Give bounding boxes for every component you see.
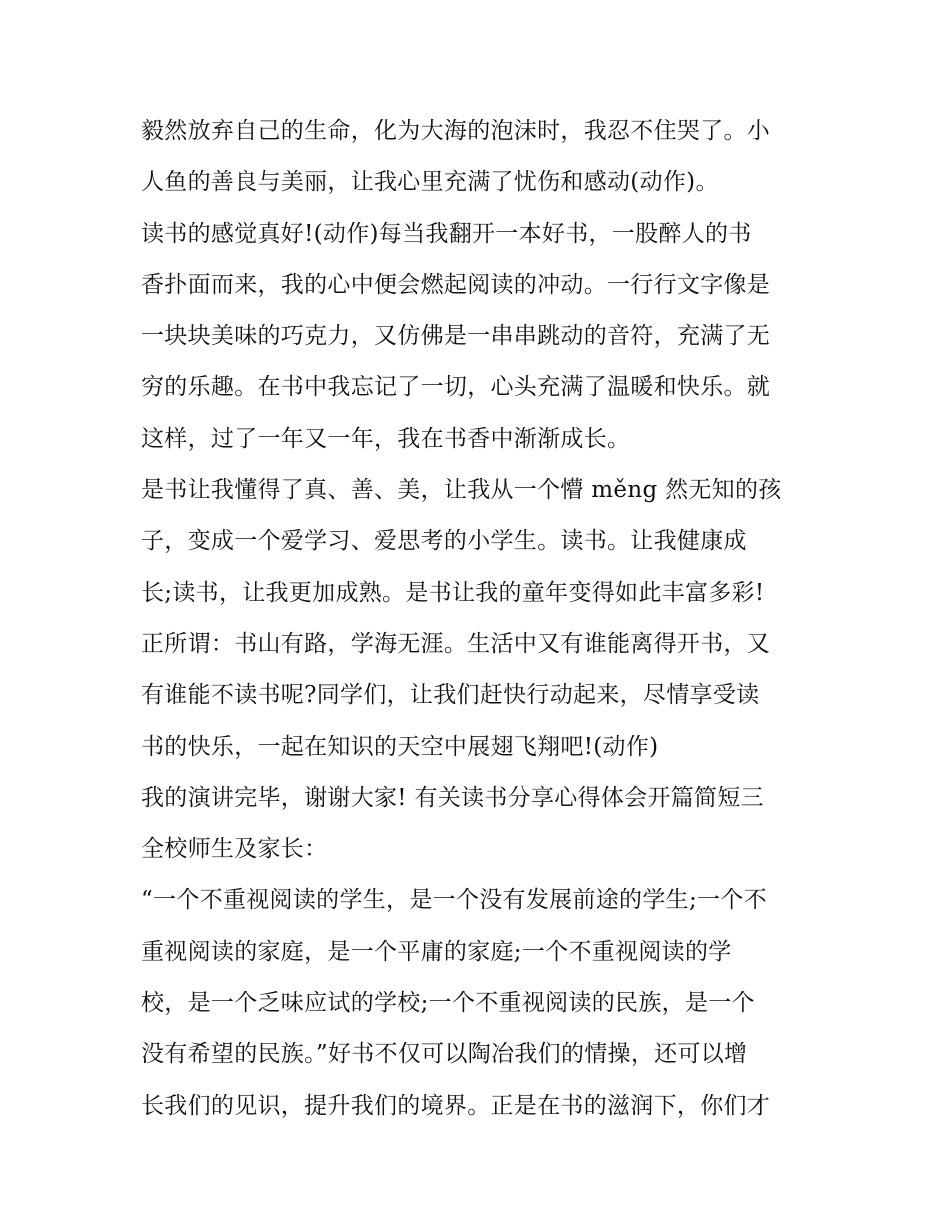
text-line: 读书的感觉真好!(动作)每当我翻开一本好书，一股醉人的书 (141, 220, 752, 247)
text-line: “一个不重视阅读的学生，是一个没有发展前途的学生;一个不 (141, 887, 767, 914)
text-line: 有谁能不读书呢?同学们，让我们赶快行动起来，尽情享受读 (141, 682, 760, 709)
text-line: 长我们的见识，提升我们的境界。正是在书的滋润下，你们才 (141, 1092, 771, 1119)
text-line: 校，是一个乏味应试的学校;一个不重视阅读的民族，是一个 (141, 990, 755, 1017)
body-text (141, 106, 821, 1132)
text-line: 是书让我懂得了真、善、美，让我从一个懵 měng 然无知的孩 (141, 477, 782, 504)
text-line: 长;读书，让我更加成熟。是书让我的童年变得如此丰富多彩! (141, 579, 765, 606)
text-line: 这样，过了一年又一年，我在书香中渐渐成长。 (141, 425, 631, 452)
text-line: 香扑面而来，我的心中便会燃起阅读的冲动。一行行文字像是 (141, 271, 771, 298)
text-line: 人鱼的善良与美丽，让我心里充满了忧伤和感动(动作)。 (141, 169, 719, 196)
text-line: 全校师生及家长： (141, 836, 328, 863)
text-line: 没有希望的民族。”好书不仅可以陶冶我们的情操，还可以增 (141, 1041, 748, 1068)
text-line: 子，变成一个爱学习、爱思考的小学生。读书。让我健康成 (141, 528, 747, 555)
text-line: 正所谓：书山有路，学海无涯。生活中又有谁能离得开书，又 (141, 630, 771, 657)
text-line: 毅然放弃自己的生命，化为大海的泡沫时，我忍不住哭了。小 (141, 118, 771, 144)
text-line: 我的演讲完毕，谢谢大家! 有关读书分享心得体会开篇简短三 (141, 784, 764, 811)
text-line: 穷的乐趣。在书中我忘记了一切，心头充满了温暖和快乐。就 (141, 374, 771, 401)
text-line: 重视阅读的家庭，是一个平庸的家庭;一个不重视阅读的学 (141, 938, 732, 965)
text-line: 书的快乐，一起在知识的天空中展翅飞翔吧!(动作) (141, 733, 659, 760)
text-line: 一块块美味的巧克力，又仿佛是一串串跳动的音符，充满了无 (141, 323, 771, 350)
